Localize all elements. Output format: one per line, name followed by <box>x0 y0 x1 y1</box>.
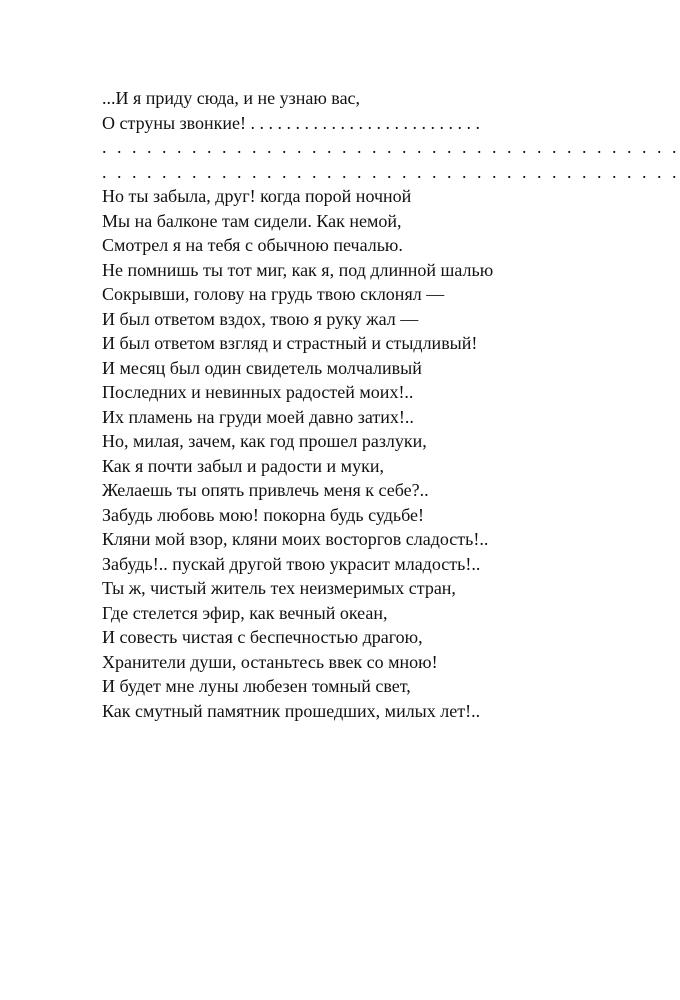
poem-line: Мы на балконе там сидели. Как немой, <box>102 210 402 231</box>
poem-line: Кляни мой взор, кляни моих восторгов сладость!.. <box>102 529 489 549</box>
poem-line: И совесть чистая с беспечностью драгою, <box>102 627 423 647</box>
poem-line: И месяц был один свидетель молчаливый <box>102 357 422 378</box>
poem-line: Забудь любовь мою! покорна будь судьбе! <box>102 504 425 525</box>
poem-line: ...И я приду сюда, и не узнаю вас, <box>102 88 361 108</box>
poem-line: И был ответом вздох, твою я руку жал — <box>102 308 419 329</box>
poem-line: Ты ж, чистый житель тех неизмеримых стран, <box>102 578 456 598</box>
poem-line: Забудь!.. пускай другой твою украсит младость!.. <box>102 553 481 574</box>
poem-line: Последних и невинных радостей моих!.. <box>102 382 414 402</box>
poem-line: Их пламень на груди моей давно затих!.. <box>102 406 414 427</box>
poem-line: Где стелется эфир, как вечный океан, <box>102 602 388 623</box>
poem-line: Но ты забыла, друг! когда порой ночной <box>102 186 412 206</box>
poem-line: О струны звонкие! . . . . . . . . . . . . . . . . . . . . . . . . . . <box>102 112 481 133</box>
poem-line: Смотрел я на тебя с обычною печалью. <box>102 235 403 255</box>
ellipsis-line: . . . . . . . . . . . . . . . . . . . . . . . . . . . . . . . . . . . . . . . <box>102 137 680 157</box>
ellipsis-line: . . . . . . . . . . . . . . . . . . . . . . . . . . . . . . . . . . . . . . . <box>102 161 680 182</box>
poem-line: И будет мне луны любезен томный свет, <box>102 676 411 696</box>
poem-line: Но, милая, зачем, как год прошел разлуки, <box>102 431 427 451</box>
poem-line: Желаешь ты опять привлечь меня к себе?.. <box>102 480 429 500</box>
poem-line: Сокрывши, голову на грудь твою склонял — <box>102 284 445 304</box>
poem-line: Как я почти забыл и радости и муки, <box>102 455 384 476</box>
poem-line: И был ответом взгляд и страстный и стыдливый! <box>102 333 478 353</box>
poem-line: Хранители души, останьтесь ввек со мною! <box>102 651 438 672</box>
poem-line: Не помнишь ты тот миг, как я, под длинной шалью <box>102 259 494 280</box>
poem-text <box>102 86 680 723</box>
poem-line: Как смутный памятник прошедших, милых лет!.. <box>102 700 481 721</box>
